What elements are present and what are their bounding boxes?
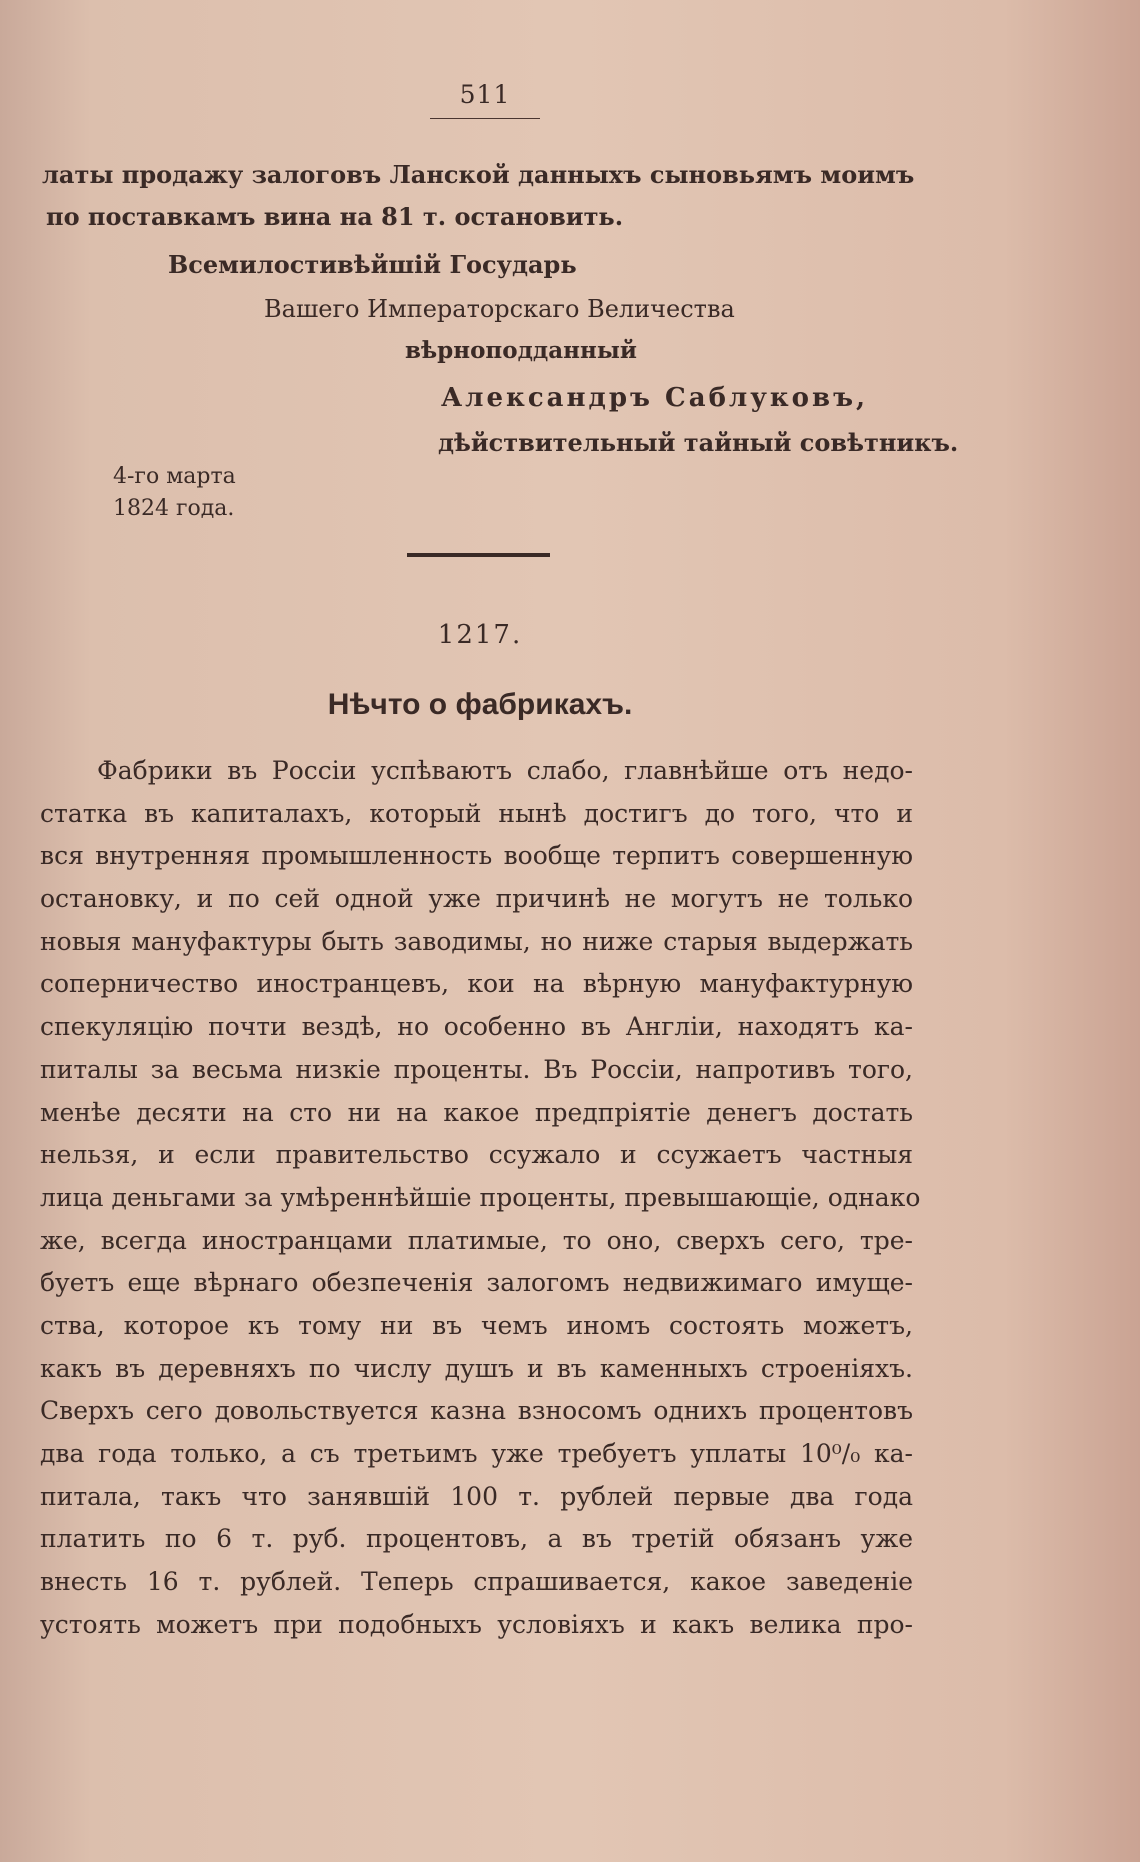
body-line: вся внутренняя промышленность вообще терпитъ совершенную	[40, 841, 913, 871]
page-number-rule	[430, 118, 540, 119]
body-line: платить по 6 т. руб. процентовъ, а въ третій обязанъ уже	[40, 1524, 913, 1554]
continuation-line: по поставкамъ вина на 81 т. остановить.	[46, 202, 624, 231]
closing-subject: вѣрноподданный	[405, 337, 637, 364]
body-line: питалы за весьма низкіе проценты. Въ Россіи, напротивъ того,	[40, 1054, 913, 1084]
body-line: ства, которое къ тому ни въ чемъ иномъ состоять можетъ,	[40, 1310, 913, 1340]
closing-rank: дѣйствительный тайный совѣтникъ.	[438, 428, 959, 457]
body-line: лица деньгами за умѣреннѣйшіе проценты, превышающіе, однако	[40, 1182, 921, 1212]
closing-title: Вашего Императорскаго Величества	[264, 295, 735, 323]
closing-signature: Александръ Саблуковъ,	[441, 383, 869, 413]
body-line: же, всегда иностранцами платимые, то оно, сверхъ сего, тре-	[40, 1225, 913, 1255]
body-line: буетъ еще вѣрнаго обезпеченія залогомъ недвижимаго имуще-	[40, 1268, 913, 1298]
date-day: 4-го марта	[113, 464, 236, 489]
section-separator	[407, 553, 550, 557]
closing-salutation: Всемилостивѣйшій Государь	[168, 250, 577, 279]
document-number: 1217.	[437, 620, 523, 650]
body-line: внесть 16 т. рублей. Теперь спрашивается, какое заведеніе	[40, 1567, 913, 1597]
body-line: статка въ капиталахъ, который нынѣ достигъ до того, что и	[40, 798, 913, 828]
body-line: два года только, а съ третьимъ уже требуетъ уплаты 10⁰/₀ ка-	[40, 1439, 913, 1468]
body-line: соперничество иностранцевъ, кои на вѣрную мануфактурную	[40, 969, 913, 999]
body-line: питала, такъ что занявшій 100 т. рублей первые два года	[40, 1481, 913, 1511]
body-paragraph	[40, 750, 921, 1646]
page-number: 511	[459, 80, 511, 109]
body-line: Сверхъ сего довольствуется казна взносомъ однихъ процентовъ	[40, 1396, 913, 1426]
body-line: остановку, и по сей одной уже причинѣ не могутъ не только	[40, 884, 913, 914]
body-line: какъ въ деревняхъ по числу душъ и въ каменныхъ строеніяхъ.	[40, 1353, 913, 1383]
body-line: Фабрики въ Россіи успѣваютъ слабо, главнѣйше отъ недо-	[97, 756, 913, 785]
section-heading: Нѣчто о фабрикахъ.	[327, 688, 633, 721]
body-line: устоять можетъ при подобныхъ условіяхъ и какъ велика про-	[40, 1609, 913, 1639]
date-year: 1824 года.	[113, 496, 235, 521]
body-line: спекуляцію почти вездѣ, но особенно въ Англіи, находятъ ка-	[40, 1012, 913, 1042]
body-line: нельзя, и если правительство ссужало и ссужаетъ частныя	[40, 1140, 913, 1170]
body-line: менѣе десяти на сто ни на какое предпріятіе денегъ достать	[40, 1097, 913, 1127]
body-line: новыя мануфактуры быть заводимы, но ниже старыя выдержать	[40, 926, 913, 956]
continuation-line: латы продажу залоговъ Ланской данныхъ сыновьямъ моимъ	[42, 160, 915, 189]
